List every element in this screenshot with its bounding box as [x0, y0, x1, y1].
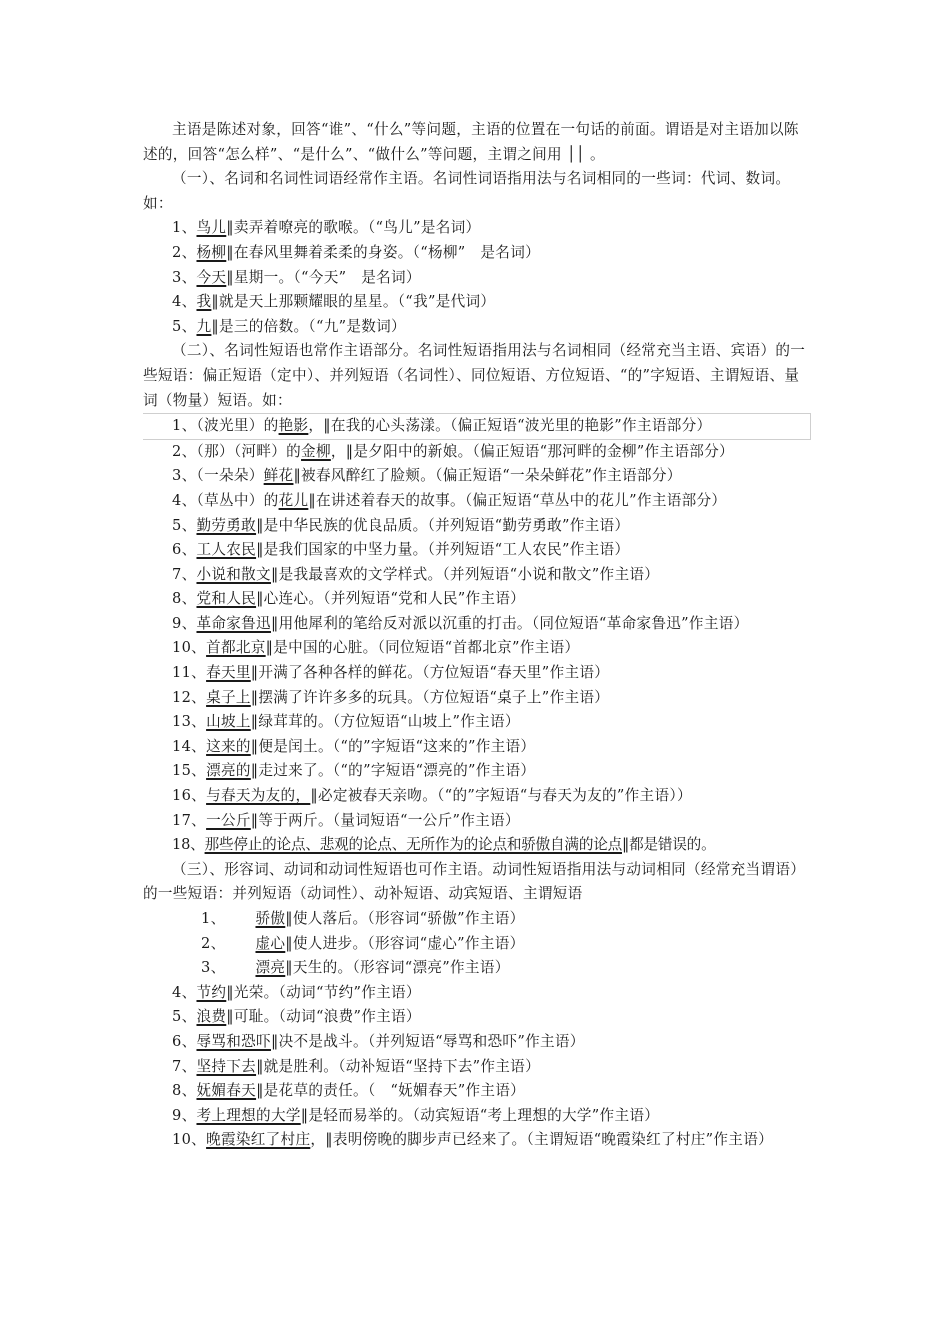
list-item: 15、漂亮的‖走过来了。（“的”字短语“漂亮的”作主语） [172, 762, 536, 780]
list-item: 5、浪费‖可耻。（动词“浪费”作主语） [172, 1008, 421, 1026]
list-item: 13、山坡上‖绿茸茸的。（方位短语“山坡上”作主语） [172, 713, 520, 731]
subject-text: 坚持下去 [196, 1057, 257, 1075]
list-item: 11、春天里‖开满了各种各样的鲜花。（方位短语“春天里”作主语） [172, 664, 610, 682]
subject-text: 花儿 [278, 491, 309, 509]
section1-heading: （一）、名词和名词性词语经常作主语。名词性词语指用法与名词相同的一些词：代词、数词。如： [143, 170, 791, 212]
subject-text: 艳影 [278, 417, 309, 435]
list-item: 2、（那）（河畔）的金柳，‖是夕阳中的新娘。（偏正短语“那河畔的金柳”作主语部分） [172, 442, 734, 460]
list-item: 17、一公斤‖等于两斤。（量词短语“一公斤”作主语） [172, 811, 520, 829]
list-item: 18、那些停止的论点、悲观的论点、无所作为的论点和骄傲自满的论点‖都是错误的。 [172, 836, 716, 854]
subject-text: 春天里 [206, 664, 251, 682]
subject-text: 浪费 [196, 1008, 227, 1026]
list-item: 12、桌子上‖摆满了许许多多的玩具。（方位短语“桌子上”作主语） [172, 688, 610, 706]
list-item: 10、首都北京‖是中国的心脏。（同位短语“首都北京”作主语） [172, 639, 580, 657]
subject-text: 我 [196, 293, 212, 311]
subject-text: 考上理想的大学 [196, 1106, 301, 1124]
subject-text: 妩媚春天 [196, 1082, 257, 1100]
list-item: 1、（波光里）的艳影，‖在我的心头荡漾。（偏正短语“波光里的艳影”作主语部分） [143, 413, 811, 440]
subject-text: 这来的 [206, 737, 251, 755]
list-item: 9、考上理想的大学‖是轻而易举的。（动宾短语“考上理想的大学”作主语） [172, 1106, 660, 1124]
subject-text: 鸟儿 [196, 219, 227, 237]
list-item: 3、 漂亮‖天生的。（形容词“漂亮”作主语） [201, 959, 510, 977]
subject-text: 勤劳勇敢 [196, 516, 257, 534]
subject-text: 那些停止的论点、悲观的论点、无所作为的论点和骄傲自满的论点 [204, 836, 622, 854]
list-item: 1、鸟儿‖卖弄着嘹亮的歌喉。（“鸟儿”是名词） [172, 219, 481, 237]
list-item: 16、与春天为友的，‖必定被春天亲吻。（“的”字短语“与春天为友的”作主语）） [172, 787, 692, 805]
list-item: 3、（一朵朵）鲜花‖被春风醉红了脸颊。（偏正短语“一朵朵鲜花”作主语部分） [172, 467, 682, 485]
list-item: 8、党和人民‖心连心。（并列短语“党和人民”作主语） [172, 590, 526, 608]
section3-heading: （三）、形容词、动词和动词性短语也可作主语。动词性短语指用法与动词相同（经常充当谓语）的一些短语：并列短语（动词性）、动补短语、动宾短语、主谓短语 [143, 860, 806, 903]
list-item: 2、 虚心‖使人进步。（形容词“虚心”作主语） [201, 934, 525, 952]
list-item: 6、辱骂和恐吓‖决不是战斗。（并列短语“辱骂和恐吓”作主语） [172, 1032, 585, 1050]
section2-heading: （二）、名词性短语也常作主语部分。名词性短语指用法与名词相同（经常充当主语、宾语）的一些短语：偏正短语（定中）、并列短语（名词性）、同位短语、方位短语、“的”字短语、主谓短语、量词（物量）短语。如： [143, 342, 806, 409]
subject-text: 党和人民 [196, 590, 257, 608]
subject-text: 节约 [196, 983, 227, 1001]
list-item: 5、九‖是三的倍数。（“九”是数词） [172, 317, 406, 335]
subject-text: 辱骂和恐吓 [196, 1032, 271, 1050]
list-item: 3、今天‖星期一。（“今天” 是名词） [172, 268, 421, 286]
subject-text: 桌子上 [206, 688, 251, 706]
subject-text: 小说和散文 [196, 565, 271, 583]
list-item: 7、小说和散文‖是我最喜欢的文学样式。（并列短语“小说和散文”作主语） [172, 565, 660, 583]
document-body [143, 118, 811, 1153]
list-item: 4、我‖就是天上那颗耀眼的星星。（“我”是代词） [172, 293, 496, 311]
list-item: 4、节约‖光荣。（动词“节约”作主语） [172, 983, 421, 1001]
intro-paragraph: 主语是陈述对象，回答“谁”、“什么”等问题，主语的位置在一句话的前面。谓语是对主语加以陈述的，回答“怎么样”、“是什么”、“做什么”等问题，主谓之间用 ││ 。 [143, 121, 799, 163]
subject-text: 虚心 [255, 934, 286, 952]
list-item: 10、晚霞染红了村庄，‖表明傍晚的脚步声已经来了。（主谓短语“晚霞染红了村庄”作主语） [172, 1131, 773, 1149]
section1-list [143, 216, 811, 339]
section3-list [143, 907, 811, 1153]
subject-text: 山坡上 [206, 713, 251, 731]
list-item: 6、工人农民‖是我们国家的中坚力量。（并列短语“工人农民”作主语） [172, 541, 630, 559]
list-item: 14、这来的‖便是闰土。（“的”字短语“这来的”作主语） [172, 737, 536, 755]
subject-text: 今天 [196, 268, 227, 286]
subject-text: 漂亮 [255, 959, 286, 977]
subject-text: 与春天为友的， [206, 787, 311, 805]
subject-text: 一公斤 [206, 811, 251, 829]
subject-text: 鲜花 [263, 467, 294, 485]
list-item: 2、杨柳‖在春风里舞着柔柔的身姿。（“杨柳” 是名词） [172, 243, 540, 261]
subject-text: 金柳 [301, 442, 331, 460]
list-item: 5、勤劳勇敢‖是中华民族的优良品质。（并列短语“勤劳勇敢”作主语） [172, 516, 630, 534]
subject-text: 首都北京 [206, 639, 266, 657]
subject-text: 晚霞染红了村庄 [206, 1131, 311, 1149]
subject-text: 骄傲 [255, 910, 286, 927]
list-item: 8、妩媚春天‖是花草的责任。（ “妩媚春天”作主语） [172, 1082, 526, 1100]
subject-text: 杨柳 [196, 243, 227, 261]
subject-text: 九 [196, 317, 212, 335]
subject-text: 工人农民 [196, 541, 257, 559]
list-item: 4、（草丛中）的花儿‖在讲述着春天的故事。（偏正短语“草丛中的花儿”作主语部分） [172, 491, 727, 509]
subject-text: 革命家鲁迅 [196, 614, 271, 632]
section2-list [143, 413, 811, 858]
list-item: 1、 骄傲‖使人落后。（形容词“骄傲”作主语） [201, 910, 525, 927]
list-item: 9、革命家鲁迅‖用他犀利的笔给反对派以沉重的打击。（同位短语“革命家鲁迅”作主语） [172, 614, 749, 632]
list-item: 7、坚持下去‖就是胜利。（动补短语“坚持下去”作主语） [172, 1057, 540, 1075]
subject-text: 漂亮的 [206, 762, 251, 780]
